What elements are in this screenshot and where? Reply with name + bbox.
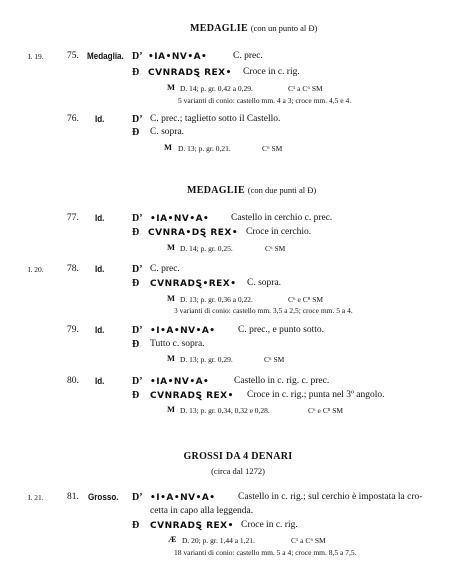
entry-number: 76.	[67, 114, 79, 124]
coin-details: D. 13; p. gr. 0,29.	[180, 355, 233, 364]
reverse-symbol: Đ	[132, 520, 140, 531]
coin-type: Medaglia.	[87, 51, 124, 62]
entry-number: 77.	[67, 213, 79, 223]
metal-mark: M	[167, 353, 176, 363]
reverse-legend: CVNRADⱾ REX•	[150, 391, 234, 401]
heading-subtitle: (con un punto al Đ)	[250, 23, 318, 33]
metal-mark: M	[167, 404, 176, 414]
obverse-description: Castello in c. rig.; sul cerchio è impostata la cro-	[238, 492, 423, 502]
plate-ref: I. 19.	[28, 52, 44, 61]
metal-mark: Æ	[168, 534, 177, 544]
reverse-symbol: Đ	[132, 339, 140, 350]
collection-refs: C¹ a C⁶ SM	[291, 536, 326, 545]
heading-title: MEDAGLIE	[187, 185, 245, 196]
reverse-symbol: Đ	[132, 278, 140, 289]
reverse-legend: CVNRADⱾ REX•	[148, 68, 232, 78]
coin-type: Id.	[95, 325, 105, 336]
reverse-symbol: Đ	[132, 227, 140, 238]
obverse-legend: •IA•NV•A•	[150, 377, 210, 387]
obverse-symbol: D’	[132, 325, 143, 336]
collection-refs: C⁶ e C⁸ SM	[308, 406, 344, 415]
reverse-symbol: Đ	[132, 67, 140, 78]
variant-note: 18 varianti di conio: castello mm. 5 a 4; croce mm. 8,5 a 7,5.	[174, 548, 357, 557]
obverse-description: C. prec., e punto sotto.	[238, 325, 325, 335]
plate-ref: I. 21.	[28, 493, 44, 502]
entry-number: 81.	[67, 492, 79, 502]
variant-note: 5 varianti di conio: castello mm. 4 a 3; croce mm. 4,5 e 4.	[178, 96, 352, 105]
metal-mark: M	[167, 242, 176, 252]
metal-mark: M	[167, 82, 176, 92]
metal-mark: M	[167, 293, 176, 303]
obverse-symbol: D’	[132, 114, 143, 125]
obverse-symbol: D’	[132, 213, 143, 224]
collection-refs: C⁶ SM	[264, 355, 285, 364]
heading-title: MEDAGLIE	[190, 23, 248, 34]
entry-number: 79.	[67, 325, 79, 335]
obverse-legend: •IA•NV•A•	[148, 52, 208, 62]
reverse-symbol: Đ	[132, 390, 140, 401]
metal-mark: M	[164, 142, 173, 152]
obverse-description: C. prec.	[150, 264, 180, 274]
section-heading-medaglie-un-punto	[190, 23, 317, 34]
variant-note: 3 varianti di conio: castello mm. 3,5 a 2,5; croce mm. 5 a 4.	[174, 306, 353, 315]
obverse-description-cont: cetta in capo alla leggenda.	[150, 506, 254, 516]
reverse-description: Croce in c. rig.	[243, 67, 300, 77]
coin-type: Id.	[95, 264, 105, 275]
obverse-symbol: D’	[132, 51, 143, 62]
coin-type: Grosso.	[88, 492, 119, 503]
reverse-description: Croce in c. rig.	[241, 520, 298, 530]
obverse-description: C. prec.; taglietto sotto il Castello.	[150, 114, 281, 124]
obverse-symbol: D’	[132, 376, 143, 387]
coin-details: D. 13; p. gr. 0,36 a 0,22.	[180, 295, 253, 304]
reverse-legend: CVNRADⱾ•REX•	[150, 279, 237, 289]
obverse-description: C. prec.	[233, 51, 263, 61]
coin-details: D. 14; p. gr. 0,25.	[180, 244, 233, 253]
obverse-legend: •IA•NV•A•	[150, 214, 210, 224]
coin-details: D. 13; p. gr. 0,34, 0,32 e 0,28.	[180, 406, 270, 415]
collection-refs: C⁶ SM	[265, 244, 286, 253]
entry-number: 80.	[67, 376, 79, 386]
plate-ref: I. 20.	[28, 265, 44, 274]
collection-refs: C¹ a C⁶ SM	[288, 84, 323, 93]
coin-type: Id.	[95, 213, 105, 224]
reverse-description: C. sopra.	[150, 127, 185, 137]
section-heading-medaglie-due-punti	[187, 185, 316, 196]
obverse-description: Castello in c. rig. c. prec.	[234, 376, 330, 386]
reverse-legend: CVNRADⱾ REX•	[150, 521, 234, 531]
reverse-description: Croce in c. rig.; punta nel 3º angolo.	[247, 390, 385, 400]
heading-subtitle: (con due punti al Đ)	[247, 185, 317, 195]
entry-number: 75.	[67, 51, 79, 61]
collection-refs: C⁶ e C⁸ SM	[288, 295, 324, 304]
reverse-description: C. sopra.	[247, 278, 282, 288]
section-heading-grossi	[0, 451, 476, 462]
collection-refs: C⁶ SM	[262, 144, 283, 153]
heading-subtitle: (circa dal 1272)	[211, 466, 265, 476]
obverse-description: Castello in cerchio c. prec.	[231, 213, 333, 223]
coin-type: Id.	[95, 114, 105, 125]
reverse-legend: CVNRA•DⱾ REX•	[148, 228, 239, 238]
coin-details: D. 20; p. gr. 1,44 a 1,21.	[182, 536, 255, 545]
obverse-symbol: D’	[132, 264, 143, 275]
entry-number: 78.	[67, 264, 79, 274]
reverse-symbol: Đ	[132, 127, 140, 138]
heading-title: GROSSI DA 4 DENARI	[183, 451, 293, 462]
obverse-legend: •I•A•NV•A•	[150, 493, 216, 503]
obverse-symbol: D’	[132, 492, 143, 503]
coin-details: D. 14; p. gr. 0,42 a 0,29.	[180, 84, 253, 93]
reverse-description: Tutto c. sopra.	[150, 339, 205, 349]
obverse-legend: •I•A•NV•A•	[150, 326, 216, 336]
coin-details: D. 13; p. gr. 0,21.	[178, 144, 231, 153]
reverse-description: Croce in cerchio.	[246, 227, 312, 237]
coin-type: Id.	[95, 376, 105, 387]
